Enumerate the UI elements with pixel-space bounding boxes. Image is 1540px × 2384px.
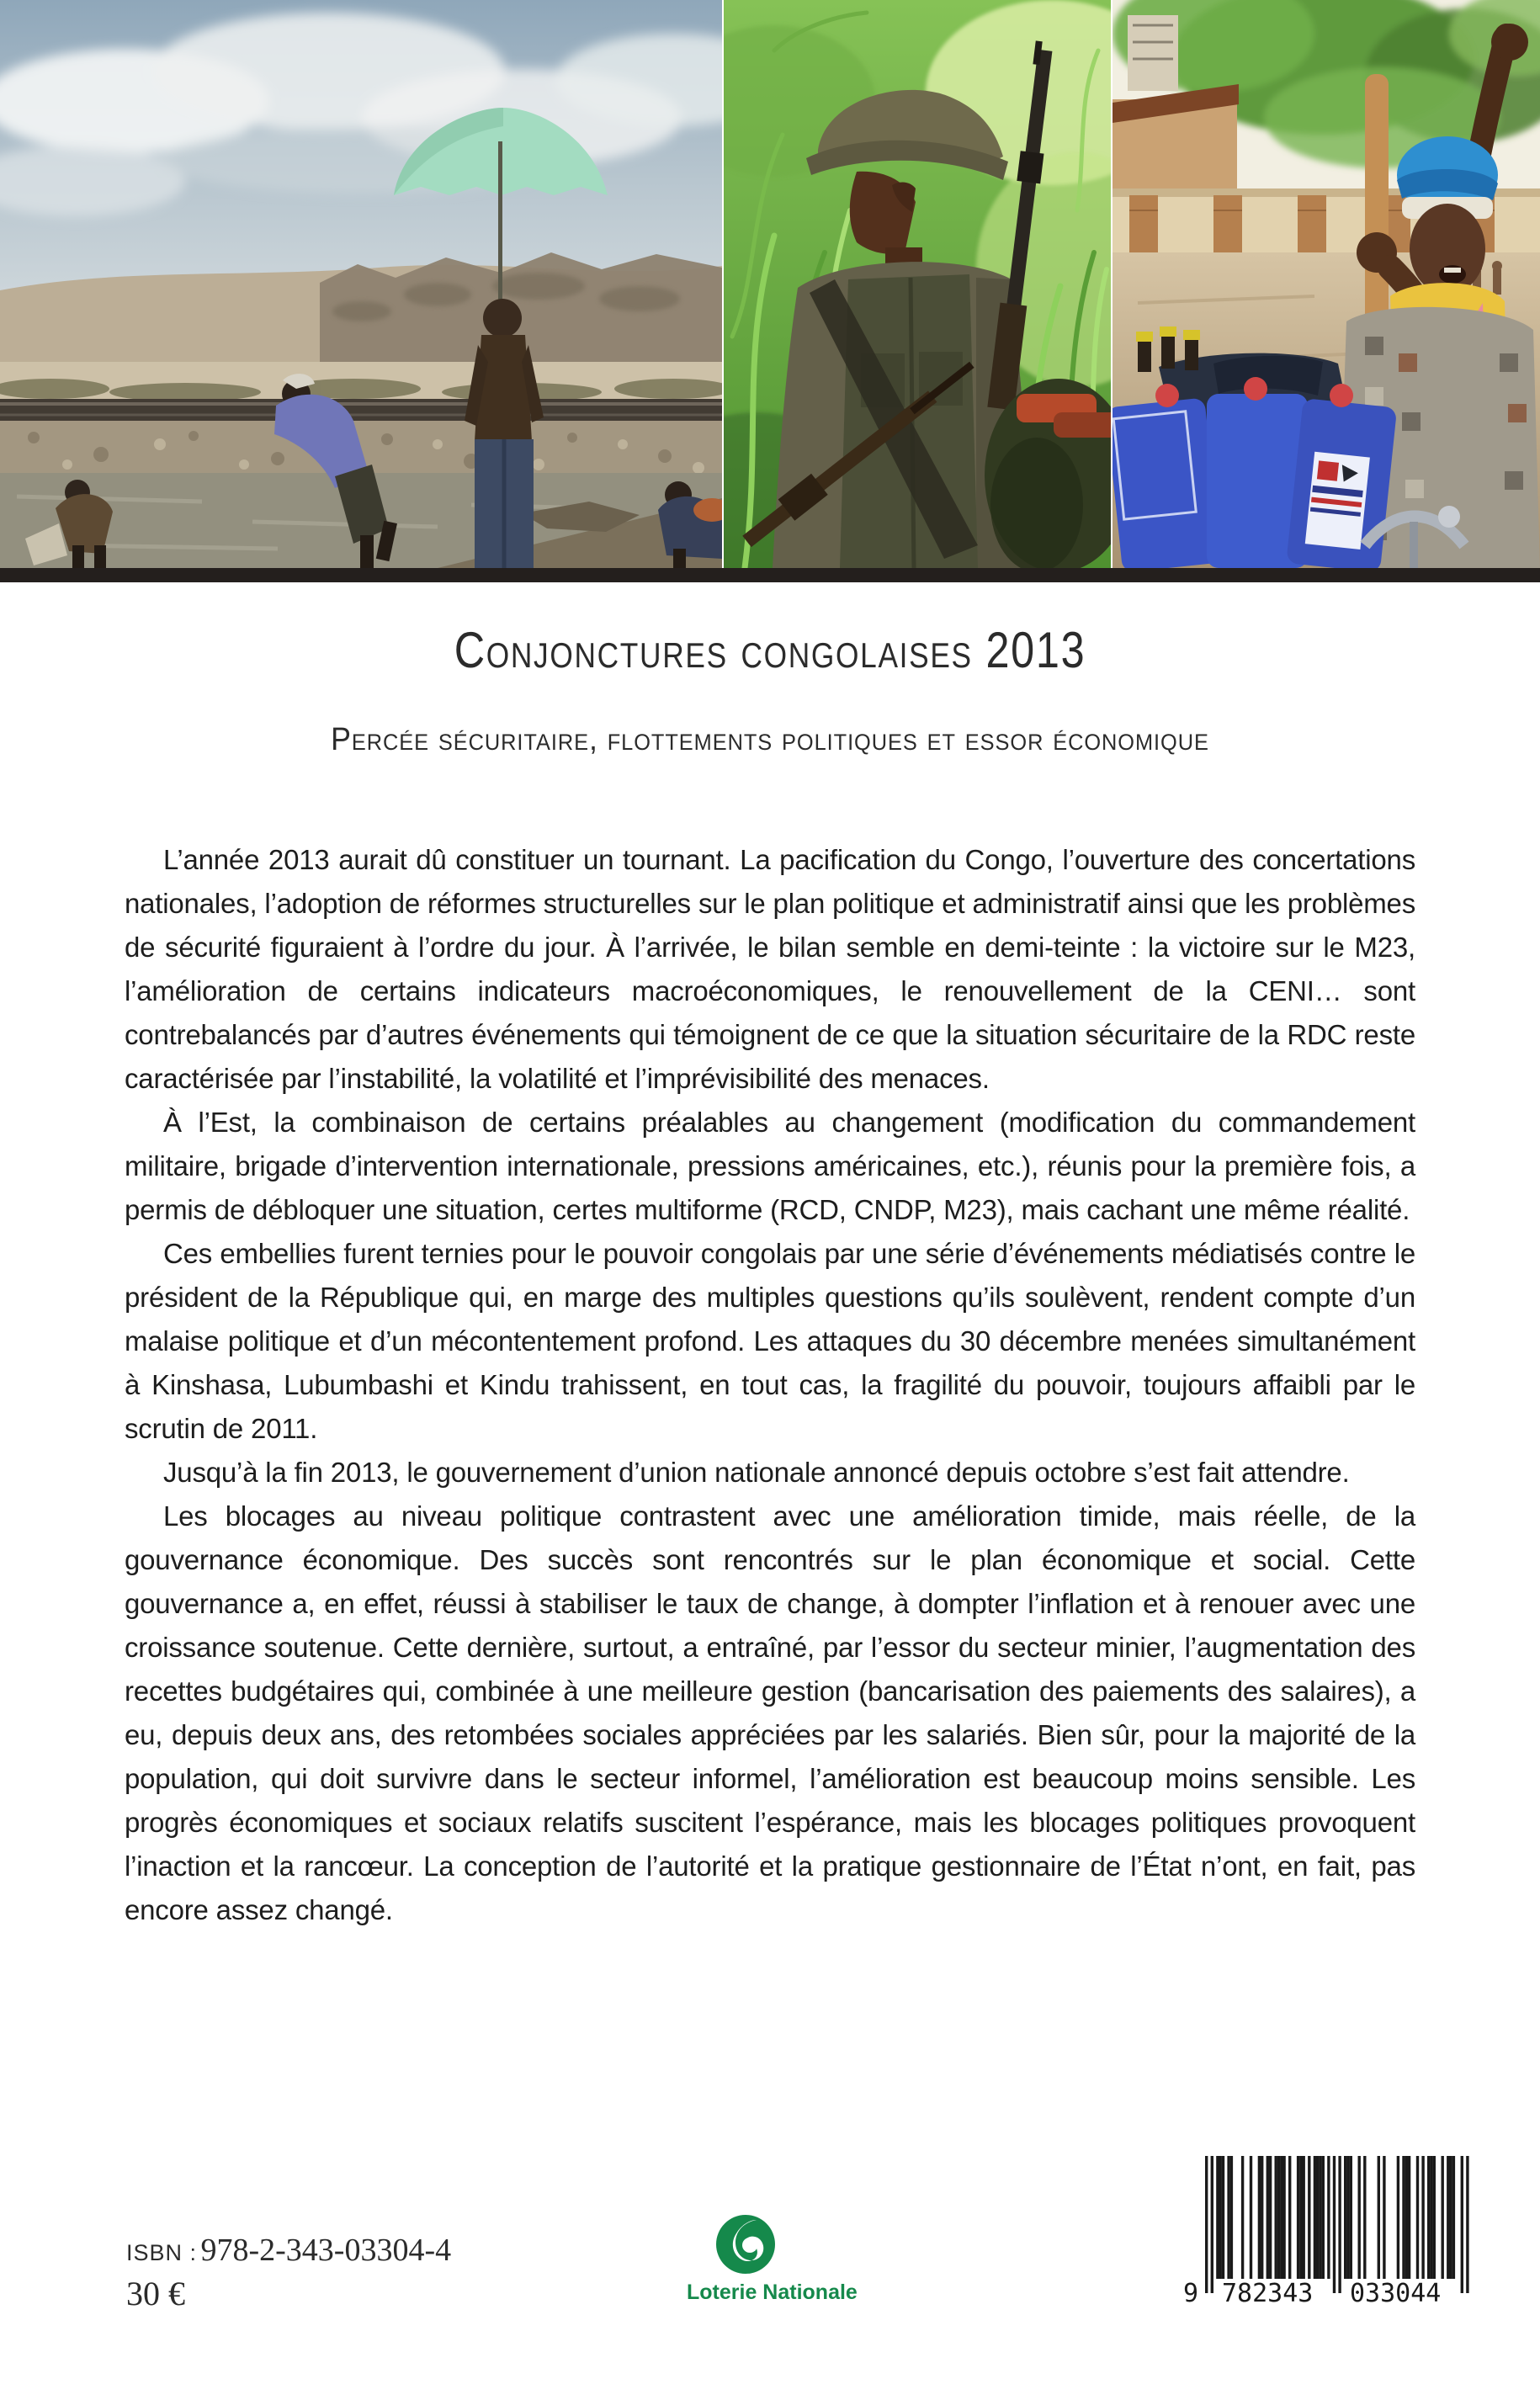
back-cover-text xyxy=(125,838,1415,1932)
barcode-bars xyxy=(1205,2156,1469,2295)
photo-soldier xyxy=(724,0,1111,568)
photo-band-divider xyxy=(0,568,1540,582)
loterie-nationale-logo xyxy=(687,2213,858,2305)
body-paragraph: Les blocages au niveau politique contrastent avec une amélioration timide, mais réelle, de la gouvernance économique. Des succès sont rencontrés sur le plan économique et social. Cette gouvernance a, en effet, réussi à stabiliser le taux de change, à dompter l’inflation et à renouer avec une croissance soutenue. Cette dernière, surtout, a entraîné, par l’essor du secteur minier, l’augmentation des recettes budgétaires qui, combinée à une meilleure gestion (bancarisation des paiements des salaires), a eu, depuis deux ans, des retombées sociales appréciées par les salariés. Bien sûr, pour la majorité de la population, qui doit survivre dans le secteur informel, l’amélioration est beaucoup moins sensible. Les progrès économiques et sociaux relatifs suscitent l’espérance, mais les blocages politiques provoquent l’inaction et la rancœur. La conception de l’autorité et la pratique gestionnaire de l’État n’ont, en fait, pas encore assez changé. xyxy=(125,1500,1415,1925)
body-paragraph: Jusqu’à la fin 2013, le gouvernement d’union nationale annoncé depuis octobre s’est fait attendre. xyxy=(163,1457,1350,1488)
photo-bicycle-vendor xyxy=(1113,0,1540,568)
isbn-label: ISBN : xyxy=(126,2240,198,2265)
body-paragraph: L’année 2013 aurait dû constituer un tournant. La pacification du Congo, l’ouverture des concertations nationales, l’adoption de réformes structurelles sur le plan politique et administratif ainsi que les problèmes de sécurité figuraient à l’ordre du jour. À l’arrivée, le bilan semble en demi-teinte : la victoire sur le M23, l’amélioration de certains indicateurs macroéconomiques, le renouvellement de la CENI… sont contrebalancés par d’autres événements qui témoignent de ce que la situation sécuritaire de la RDC reste caractérisée par l’instabilité, la volatilité et l’imprévisibilité des menaces. xyxy=(125,844,1415,1094)
book-subtitle: Percée sécuritaire, flottements politiques et essor économique xyxy=(331,722,1209,757)
barcode xyxy=(1183,2156,1469,2308)
photo-band xyxy=(0,0,1540,568)
body-paragraph: À l’Est, la combinaison de certains préalables au changement (modification du commandement militaire, brigade d’intervention internationale, pressions américaines, etc.), réunis pour la première fois, a permis de débloquer une situation, certes multiforme (RCD, CNDP, M23), mais cachant une même réalité. xyxy=(125,1107,1415,1225)
isbn-block xyxy=(126,2232,451,2313)
body-paragraph: Ces embellies furent ternies pour le pouvoir congolais par une série d’événements médiatisés contre le président de la République qui, en marge des multiples questions qu’ils soulèvent, rendent compte d’un malaise politique et d’un mécontentement profond. Les attaques du 30 décembre menées simultanément à Kinshasa, Lubumbashi et Kindu trahissent, en tout cas, la fragilité du pouvoir, toujours affaibli par le scrutin de 2011. xyxy=(125,1238,1415,1444)
isbn-value: 978-2-343-03304-4 xyxy=(200,2233,452,2268)
logo-label: Loterie Nationale xyxy=(687,2280,858,2304)
book-title: Conjonctures congolaises 2013 xyxy=(454,622,1086,678)
photo-artisanal-miners xyxy=(0,0,722,568)
logo-swirl-icon xyxy=(714,2213,777,2275)
price: 30 € xyxy=(126,2275,185,2312)
barcode-digits: 9 782343 033044 xyxy=(1183,2279,1442,2308)
